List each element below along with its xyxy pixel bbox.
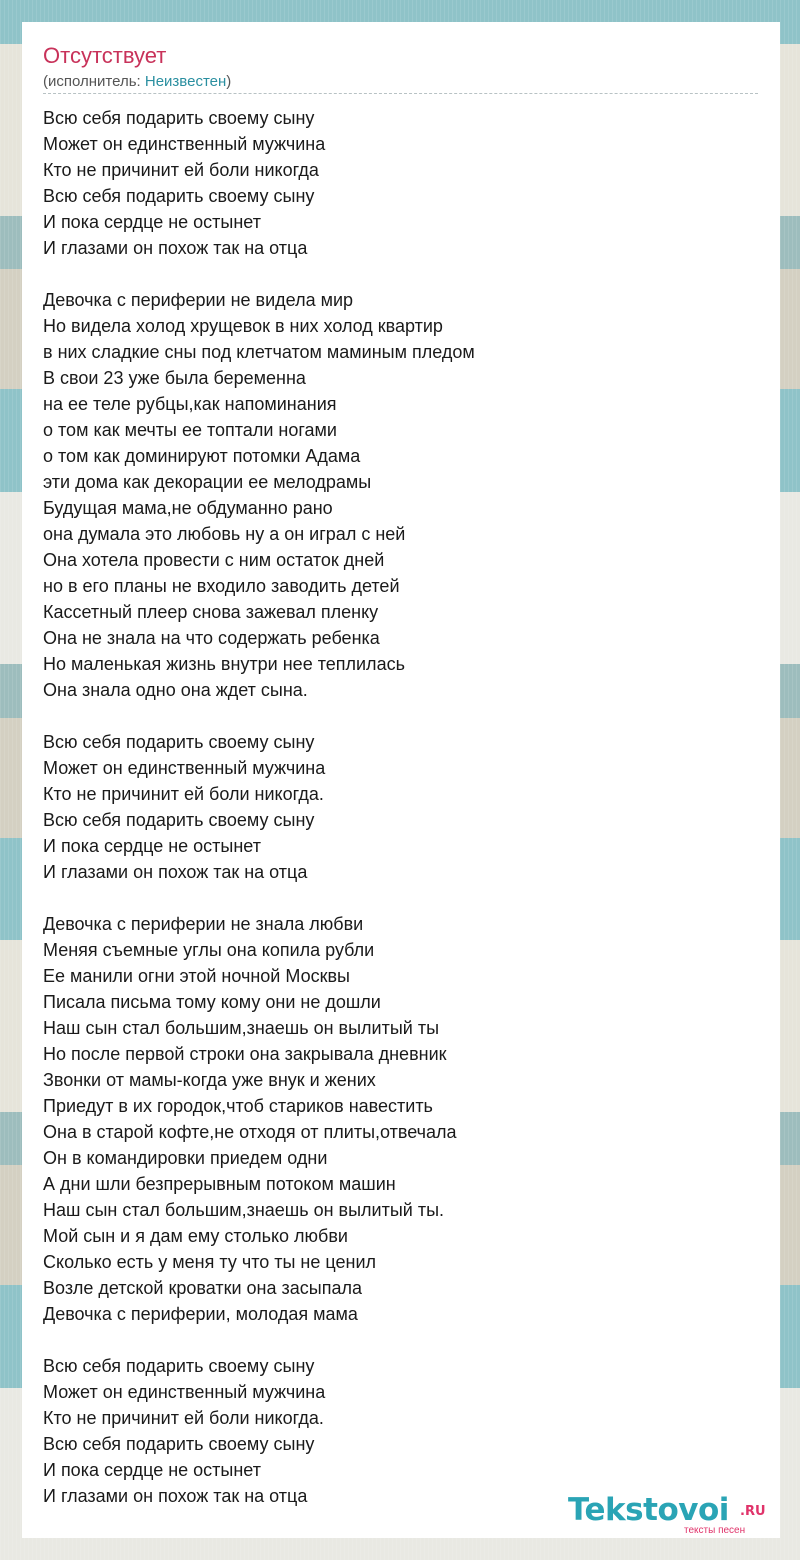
lyric-line: на ее теле рубцы,как напоминания [43,394,337,414]
lyric-line: о том как доминируют потомки Адама [43,446,361,466]
lyric-line: И пока сердце не остынет [43,836,261,856]
lyric-line: Писала письма тому кому они не дошли [43,992,381,1012]
lyric-line: Всю себя подарить своему сыну [43,732,315,752]
lyric-line: Наш сын стал большим,знаешь он вылитый ты [43,1018,440,1038]
lyric-line: в них сладкие сны под клетчатом маминым пледом [43,342,475,362]
artist-link[interactable]: Неизвестен [144,73,227,90]
lyric-line: Будущая мама,не обдуманно рано [43,498,333,518]
lyric-line: Но видела холод хрущевок в них холод квартир [43,316,443,336]
lyric-line: И пока сердце не остынет [43,1460,261,1480]
lyric-line: Звонки от мамы-когда уже внук и жених [43,1070,376,1090]
lyric-line: И пока сердце не остынет [43,212,261,232]
lyric-line: И глазами он похож так на отца [43,1486,308,1506]
lyric-line: Всю себя подарить своему сыну [43,186,315,206]
lyric-line: Возле детской кроватки она засыпала [43,1278,362,1298]
lyric-line: Девочка с периферии не знала любви [43,914,364,934]
lyric-line: Может он единственный мужчина [43,134,326,154]
lyric-line: Может он единственный мужчина [43,1382,326,1402]
lyric-line: Всю себя подарить своему сыну [43,810,315,830]
lyrics-card [22,22,780,1538]
lyric-line: Мой сын и я дам ему столько любви [43,1226,348,1246]
lyric-line: В свои 23 уже была беременна [43,368,306,388]
lyric-line: она думала это любовь ну а он играл с ней [43,524,406,544]
lyric-line: Она не знала на что содержать ребенка [43,628,380,648]
lyric-line: но в его планы не входило заводить детей [43,576,400,596]
logo-name: Tekstovoi [568,1492,729,1528]
artist-suffix: ) [226,73,232,90]
stanza-break [43,1327,743,1353]
logo-tld: .RU [740,1504,766,1519]
lyric-line: Ее манили огни этой ночной Москвы [43,966,350,986]
stanza-break [43,885,743,911]
lyric-line: И глазами он похож так на отца [43,862,308,882]
lyrics-body [43,105,743,1509]
site-logo[interactable] [568,1492,778,1536]
stanza-break [43,261,743,287]
lyric-line: Девочка с периферии не видела мир [43,290,354,310]
lyric-line: Он в командировки приедем одни [43,1148,328,1168]
lyric-line: Кто не причинит ей боли никогда. [43,784,324,804]
lyric-line: И глазами он похож так на отца [43,238,308,258]
lyric-line: о том как мечты ее топтали ногами [43,420,337,440]
lyric-line: Она знала одно она ждет сына. [43,680,308,700]
lyric-line: Всю себя подарить своему сыну [43,1356,315,1376]
lyric-line: Всю себя подарить своему сыну [43,1434,315,1454]
song-title: Отсутствует [43,43,167,68]
lyric-line: Она хотела провести с ним остаток дней [43,550,385,570]
lyric-line: Кто не причинит ей боли никогда. [43,1408,324,1428]
stanza-break [43,703,743,729]
lyric-line: Кассетный плеер снова зажевал пленку [43,602,379,622]
logo-tagline: тексты песен [684,1525,746,1536]
lyric-line: А дни шли безпрерывным потоком машин [43,1174,396,1194]
lyric-line: Сколько есть у меня ту что ты не ценил [43,1252,376,1272]
lyric-line: Она в старой кофте,не отходя от плиты,отвечала [43,1122,457,1142]
lyric-line: Но маленькая жизнь внутри нее теплилась [43,654,405,674]
lyric-line: Может он единственный мужчина [43,758,326,778]
lyric-line: Всю себя подарить своему сыну [43,108,315,128]
artist-line [43,72,231,92]
lyric-line: Меняя съемные углы она копила рубли [43,940,375,960]
title-divider [43,93,758,94]
artist-prefix: (исполнитель: [43,73,145,90]
lyric-line: Наш сын стал большим,знаешь он вылитый ты. [43,1200,445,1220]
lyric-line: Приедут в их городок,чтоб стариков навестить [43,1096,433,1116]
lyric-line: Кто не причинит ей боли никогда [43,160,319,180]
lyric-line: Девочка с периферии, молодая мама [43,1304,358,1324]
lyric-line: эти дома как декорации ее мелодрамы [43,472,372,492]
lyric-line: Но после первой строки она закрывала дневник [43,1044,447,1064]
